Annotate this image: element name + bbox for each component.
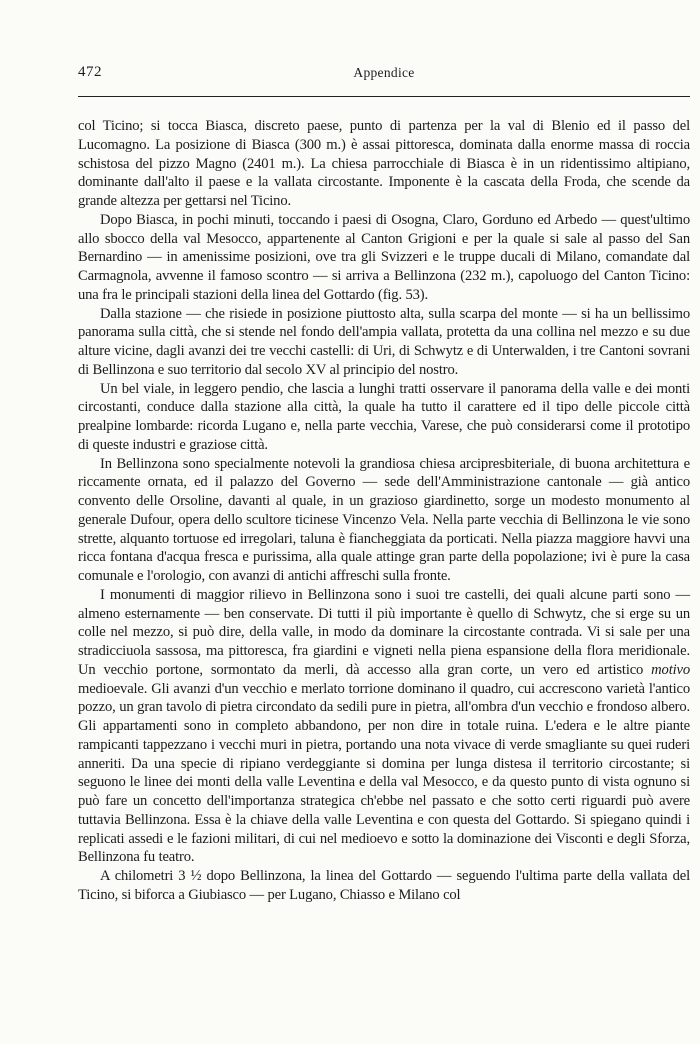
page-header xyxy=(78,64,690,88)
page-number: 472 xyxy=(78,64,102,80)
paragraph-6 xyxy=(78,586,690,867)
italic-word: motivo xyxy=(651,661,690,678)
paragraph-7: A chilometri 3 ½ dopo Bellinzona, la linea del Gottardo — seguendo l'ultima parte della vallata del Ticino, si biforca a Giubiasco — per Lugano, Chiasso e Milano col xyxy=(78,868,690,903)
paragraph-4: Un bel viale, in leggero pendio, che lascia a lunghi tratti osservare il panorama della valle e dei monti circostanti, conduce dalla stazione alla città, la quale ha tutto il carattere ed il tipo delle piccole città prealpine lombarde: ricorda Lugano e, nella parte vecchia, Varese, che può considerarsi come il prototipo di queste industri e graziose città. xyxy=(78,380,690,453)
paragraph-3: Dalla stazione — che risiede in posizione piuttosto alta, sulla scarpa del monte — si ha un bellissimo panorama sulla città, che si stende nel fondo dell'ampia vallata, protetta da una collina nel mezzo e su due alture vicine, dagli avanzi dei tre vecchi castelli: di Uri, di Schwytz e di Unterwalden, i tre Cantoni sovrani di Bellinzona e suo territorio dal secolo XV al principio del nostro. xyxy=(78,305,690,378)
body-text xyxy=(78,117,690,905)
paragraph-1: col Ticino; si tocca Biasca, discreto paese, punto di partenza per la val di Blenio ed il passo del Lucomagno. La posizione di Biasca (300 m.) è assai pittoresca, dominata dalla enorme massa di roccia schistosa del pizzo Magno (2401 m.). La chiesa parrocchiale di Biasca è in un ridentissimo altipiano, dominante dall'alto il paese e la vallata circostante. Imponente è la cascata della Froda, che scende da grande altezza per gettarsi nel Ticino. xyxy=(78,118,690,209)
paragraph-5: In Bellinzona sono specialmente notevoli la grandiosa chiesa arcipresbiteriale, di buona architettura e riccamente ornata, ed il palazzo del Governo — sede dell'Amministrazione cantonale — già antico convento delle Orsoline, davanti al quale, in un grazioso giardinetto, sorge un modesto monumento al generale Dufour, opera dello scultore ticinese Vincenzo Vela. Nella parte vecchia di Bellinzona le vie sono strette, alquanto tortuose ed irregolari, taluna è fiancheggiata da porticati. Nella piazza maggiore havvi una ricca fontana d'acqua fresca e purissima, alla quale attinge gran parte della popolazione; ivi è pure la casa comunale e l'orologio, con avanzi di antichi affreschi sulla fronte. xyxy=(78,455,690,584)
running-title: Appendice xyxy=(353,65,415,80)
paragraph-6-part-b: medioevale. Gli avanzi d'un vecchio e merlato torrione dominano il quadro, cui accrescono varietà l'antico pozzo, un gran tavolo di pietra circondato da sedili pure in pietra, all'ombra d'un vecchio e frondoso albero. Gli appartamenti sono in completo abbandono, per non dire in totale ruina. L'edera e le altre piante rampicanti tappezzano i vecchi muri in pietra, portando una nota vivace di verde smagliante su quei ruderi anneriti. Da una specie di ripiano verdeggiante si domina per lunga distesa il territorio circostante; si seguono le linee dei monti della valle Leventina e della val Mesocco, e da questo punto di vista ognuno si può fare un concetto dell'importanza strategica ch'ebbe nel passato e che sotto certi riguardi può avere tuttavia Bellinzona. Essa è la chiave della valle Leventina e con questa del Gottardo. Si spiegano quindi i replicati assedi e le fazioni militari, di cui nel medioevo e sotto la dominazione dei Visconti e degli Sforza, Bellinzona fu teatro. xyxy=(78,680,690,866)
paragraph-2: Dopo Biasca, in pochi minuti, toccando i paesi di Osogna, Claro, Gorduno ed Arbedo — quest'ultimo allo sbocco della val Mesocco, appartenente al Canton Grigioni e per la quale si sale al passo del San Bernardino — in amenissime posizioni, ove tra gli Svizzeri e le truppe ducali di Milano, comandate dal Carmagnola, avvenne il famoso scontro — si arriva a Bellinzona (232 m.), capoluogo del Canton Ticino: una fra le principali stazioni della linea del Gottardo (fig. 53). xyxy=(78,211,690,303)
header-rule xyxy=(78,96,690,97)
paragraph-6-part-a: I monumenti di maggior rilievo in Bellinzona sono i suoi tre castelli, dei quali alcune parti sono — almeno esternamente — ben conservate. Di tutti il più importante è quello di Schwytz, che si erge su un colle nel mezzo, si può dire, della valle, in modo da dominare la circostante contrada. Vi si sale per una stradicciuola sassosa, ma pittoresca, fra giardini e vigneti nella piena espansione della flora meridionale. Un vecchio portone, sormontato da merli, dà accesso alla gran corte, un vero ed artistico xyxy=(78,586,690,678)
